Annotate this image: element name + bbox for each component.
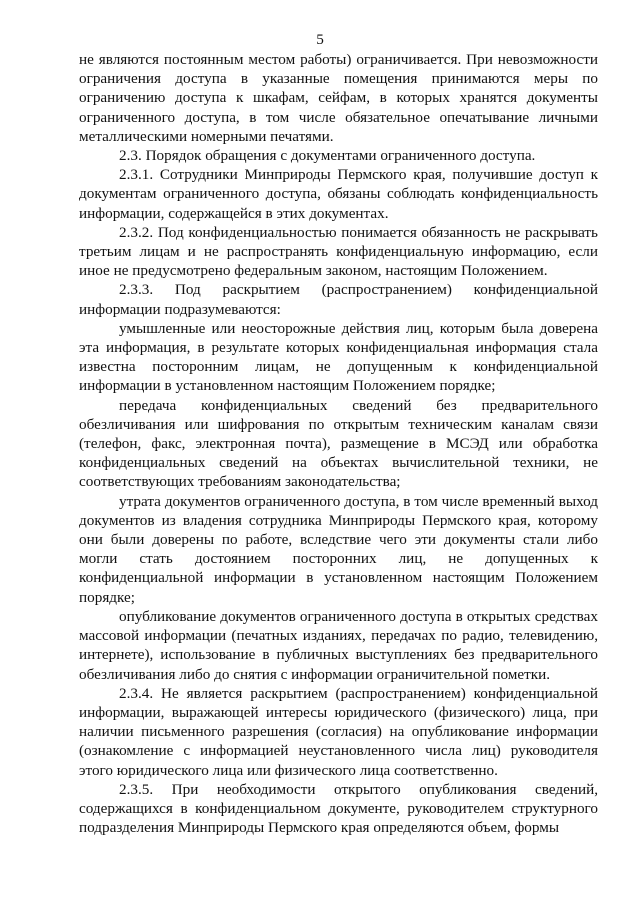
clause-2-3-3: 2.3.3. Под раскрытием (распространением) конфиденциальной информации подразумеваются: — [79, 281, 598, 318]
clause-2-3-1: 2.3.1. Сотрудники Минприроды Пермского края, получившие доступ к документам ограниченного доступа, обязаны соблюдать конфиденциальность информации, содержащейся в этих документах. — [79, 166, 598, 222]
clause-2-3-4: 2.3.4. Не является раскрытием (распространением) конфиденциальной информации, выражающей интересы юридического (физического) лица, при наличии письменного разрешения (согласия) на опубликование информации (ознакомление с информацией неустановленного числа лиц) руководителя этого юридического лица или физического лица соответственно. — [79, 684, 598, 779]
page-number: 5 — [316, 31, 324, 48]
document-body — [79, 50, 598, 837]
list-item-intentional-actions: умышленные или неосторожные действия лиц, которым была доверена эта информация, в результате которых конфиденциальная информация стала известна посторонним лицам, не допущенным к конфиденциальной информации в установленном настоящим Положением порядке; — [79, 319, 598, 395]
paragraph-continuation: не являются постоянным местом работы) ограничивается. При невозможности ограничения доступа в указанные помещения принимаются меры по ограничению доступа к шкафам, сейфам, в которых хранятся документы ограниченного доступа, в том числе обязательное опечатывание личными металлическими номерными печатями. — [79, 51, 598, 145]
list-item-loss-of-documents: утрата документов ограниченного доступа, в том числе временный выход документов из владения сотрудника Минприроды Пермского края, которому они были доверены по работе, вследствие чего эти документы стали либо могли стать достоянием посторонних лиц, не допущенных к конфиденциальной информации в установленном настоящим Положением порядке; — [79, 492, 598, 606]
clause-2-3-2: 2.3.2. Под конфиденциальностью понимается обязанность не раскрывать третьим лицам и не распространять конфиденциальную информацию, если иное не предусмотрено федеральным законом, настоящим Положением. — [79, 223, 598, 280]
section-heading-2-3: 2.3. Порядок обращения с документами ограниченного доступа. — [119, 147, 536, 165]
clause-2-3-5: 2.3.5. При необходимости открытого опубликования сведений, содержащихся в конфиденциальном документе, руководителем структурного подразделения Минприроды Пермского края определяются объем, формы — [79, 780, 598, 837]
list-item-transmission: передача конфиденциальных сведений без предварительного обезличивания или шифрования по открытым техническим каналам связи (телефон, факс, электронная почта), размещение в МСЭД или обработка конфиденциальных сведений на объектах вычислительной техники, не соответствующих требованиям законодательства; — [79, 396, 598, 491]
list-item-publication: опубликование документов ограниченного доступа в открытых средствах массовой информации (печатных изданиях, передачах по радио, телевидению, интернете), использование в публичных выступлениях без предварительного обезличивания либо до снятия с информации ограничительной пометки. — [79, 607, 598, 683]
